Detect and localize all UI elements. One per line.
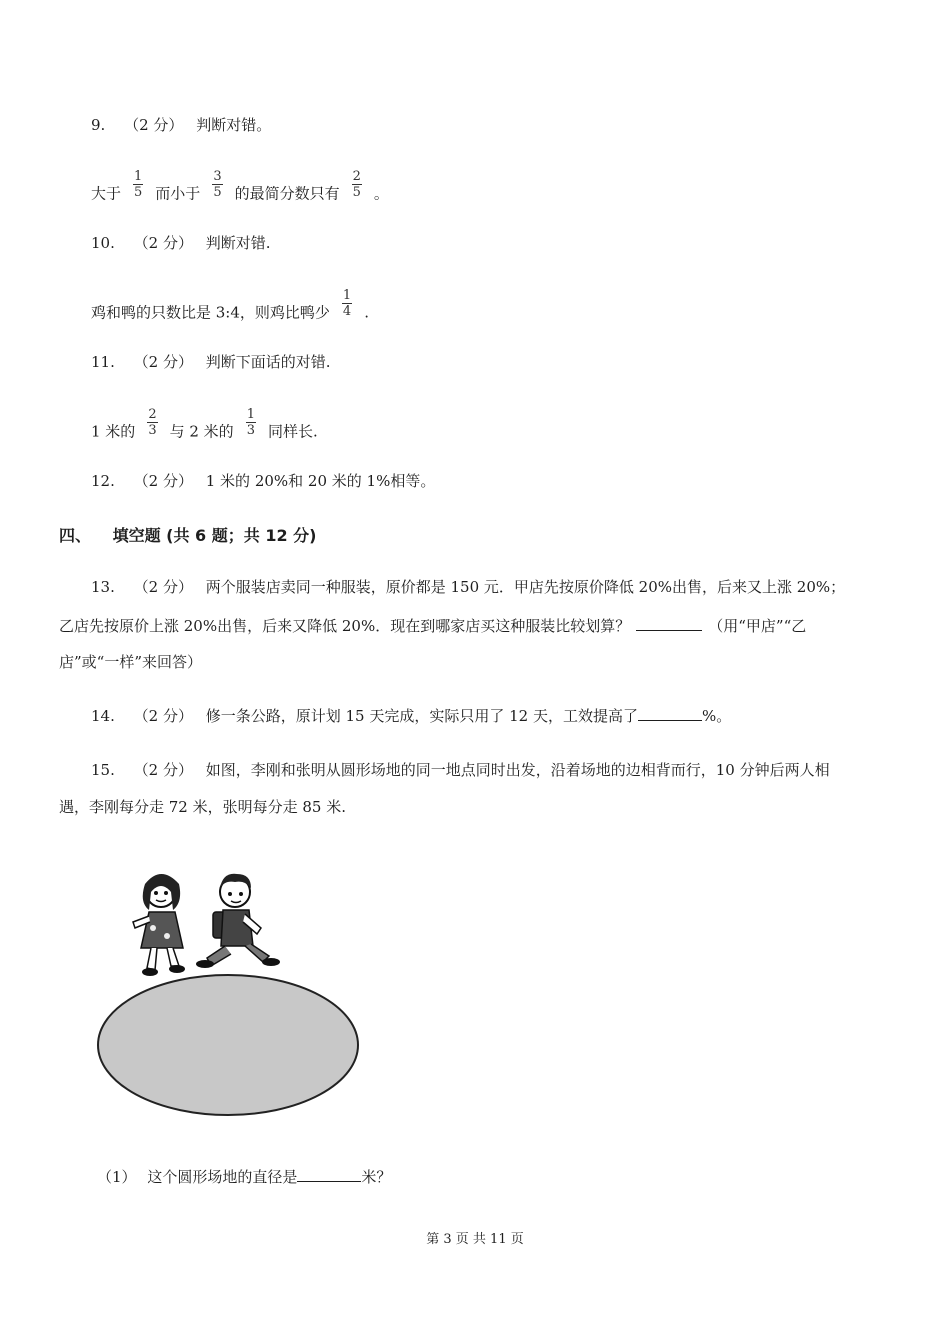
denominator: 4 — [342, 304, 352, 319]
question-number: 14. — [91, 707, 115, 725]
question-number: 15. — [91, 761, 115, 779]
question-prompt: 判断下面话的对错. — [205, 353, 331, 371]
fraction — [147, 408, 157, 437]
question-9-statement — [91, 169, 389, 209]
question-score: （2 分） — [133, 234, 193, 252]
statement-text: 鸡和鸭的只数比是 3:4，则鸡比鸭少 — [91, 303, 330, 322]
question-13-line-3 — [59, 652, 202, 672]
question-prompt: 1 米的 20%和 20 米的 1%相等。 — [205, 472, 436, 490]
numerator: 2 — [148, 407, 157, 422]
question-15-line-1 — [91, 760, 830, 780]
question-9-header — [91, 115, 271, 135]
denominator: 3 — [246, 423, 255, 438]
boy-figure — [196, 874, 280, 968]
question-14 — [91, 706, 731, 726]
denominator: 5 — [213, 185, 222, 200]
question-10-statement — [91, 288, 369, 328]
question-11-header — [91, 352, 331, 372]
fraction — [133, 170, 143, 199]
statement-text: 大于 — [91, 184, 122, 203]
denominator: 5 — [134, 185, 143, 200]
statement-text: 同样长. — [267, 422, 318, 441]
question-score: （2 分） — [133, 761, 193, 779]
question-text: 米？ — [361, 1168, 392, 1186]
statement-text: 与 2 米的 — [169, 422, 234, 441]
fraction — [246, 408, 256, 437]
question-score: （2 分） — [133, 353, 193, 371]
question-15-line-2 — [59, 797, 346, 817]
section-title: 填空题 (共 6 题；共 12 分) — [112, 526, 317, 545]
answer-blank[interactable] — [636, 616, 702, 631]
statement-text: 。 — [373, 184, 389, 203]
question-text: 如图，李刚和张明从圆形场地的同一地点同时出发，沿着场地的边相背而行，10 分钟后两人相 — [205, 761, 830, 779]
numerator: 2 — [352, 169, 361, 184]
section-label: 四、 — [59, 526, 92, 545]
fraction — [342, 289, 352, 318]
denominator: 5 — [352, 185, 361, 200]
section-heading — [59, 526, 316, 546]
question-text: %。 — [701, 707, 732, 725]
girl-figure — [133, 874, 185, 976]
numerator: 3 — [213, 169, 222, 184]
question-text: 两个服装店卖同一种服装，原价都是 150 元．甲店先按原价降低 20%出售，后来又上涨 20%； — [205, 578, 846, 596]
question-number: 12. — [91, 472, 115, 490]
question-text: 遇，李刚每分走 72 米，张明每分走 85 米. — [59, 798, 347, 816]
denominator: 3 — [148, 423, 157, 438]
question-text: 乙店先按原价上涨 20%出售，后来又降低 20%．现在到哪家店买这种服装比较划算？ — [59, 617, 631, 635]
question-13-line-1 — [91, 577, 845, 597]
numerator: 1 — [246, 407, 255, 422]
question-number: 13. — [91, 578, 115, 596]
question-10-header — [91, 233, 271, 253]
circular-field-illustration — [95, 862, 375, 1132]
statement-text: . — [364, 303, 369, 322]
question-score: （2 分） — [133, 707, 193, 725]
answer-blank[interactable] — [638, 706, 702, 721]
answer-blank[interactable] — [297, 1167, 361, 1182]
page-footer: 第 3 页 共 11 页 — [426, 1232, 524, 1247]
circular-field — [98, 975, 358, 1115]
question-text: （用“甲店”“乙 — [708, 617, 807, 635]
statement-text: 1 米的 — [91, 422, 136, 441]
question-number: 11. — [91, 353, 115, 371]
question-11-statement — [91, 407, 318, 447]
fraction — [212, 170, 222, 199]
statement-text: 的最简分数只有 — [234, 184, 340, 203]
question-text: 修一条公路，原计划 15 天完成，实际只用了 12 天，工效提高了 — [205, 707, 638, 725]
question-12 — [91, 471, 435, 491]
question-text: 店”或“一样”来回答） — [59, 653, 203, 671]
question-number: 10. — [91, 234, 115, 252]
question-score: （2 分） — [133, 472, 193, 490]
question-13-line-2 — [59, 616, 806, 636]
question-prompt: 判断对错. — [205, 234, 271, 252]
numerator: 1 — [134, 169, 143, 184]
question-score: （2 分） — [133, 578, 193, 596]
question-text: 这个圆形场地的直径是 — [147, 1168, 298, 1186]
question-score: （2 分） — [124, 116, 184, 134]
question-15-sub-1 — [97, 1167, 391, 1187]
question-number: 9. — [91, 116, 106, 134]
numerator: 1 — [342, 288, 352, 303]
fraction — [352, 170, 362, 199]
statement-text: 而小于 — [155, 184, 201, 203]
sub-question-label: （1） — [97, 1168, 137, 1186]
question-prompt: 判断对错。 — [196, 116, 272, 134]
